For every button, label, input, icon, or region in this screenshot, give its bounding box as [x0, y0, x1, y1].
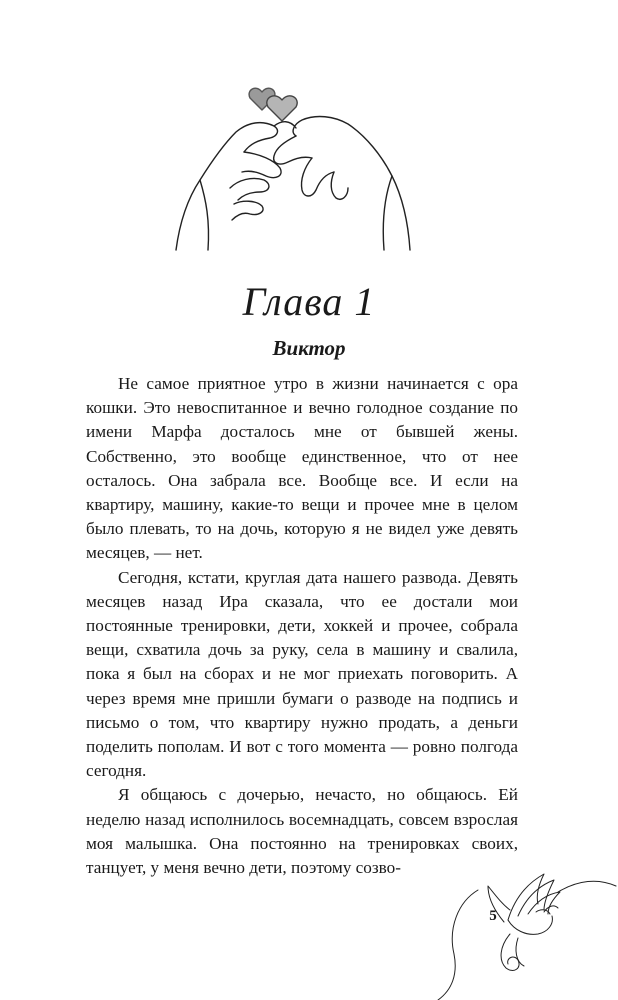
chapter-body	[86, 372, 518, 880]
hands-with-hearts-illustration	[170, 80, 420, 260]
paragraph: Не самое приятное утро в жизни начинается с ора кошки. Это невоспитанное и вечно голодное создание по имени Марфа досталось мне от бывшей жены. Собственно, это вообще единственное, что от нее осталось. Она забрала все. Вообще все. И если на квартиру, машину, какие-то вещи и прочее мне в целом было плевать, то на дочь, которую я не видел уже девять месяцев, — нет.	[86, 374, 518, 563]
paragraph: Я общаюсь с дочерью, нечасто, но общаюсь. Ей неделю назад исполнилось восемнадцать, совсем взрослая моя малышка. Она постоянно на тренировках своих, танцует, у меня вечно дети, поэтому созво-	[86, 785, 518, 878]
chapter-title: Глава 1	[242, 279, 376, 324]
chapter-subtitle: Виктор	[272, 336, 346, 360]
paragraph: Сегодня, кстати, круглая дата нашего развода. Девять месяцев назад Ира сказала, что ее достали мои постоянные тренировки, дети, хоккей и прочее, собрала вещи, схватила дочь за руку, села в машину и свалила, пока я был на сборах и не мог приехать поговорить. А через время мне пришли бумаги о разводе на подпись и письмо о том, что квартиру нужно продать, а деньги поделить пополам. И вот с того момента — ровно полгода сегодня.	[86, 567, 518, 781]
heart-icon	[267, 96, 297, 121]
phoenix-ornament-icon	[418, 850, 618, 1000]
page-number: 5	[489, 908, 497, 924]
